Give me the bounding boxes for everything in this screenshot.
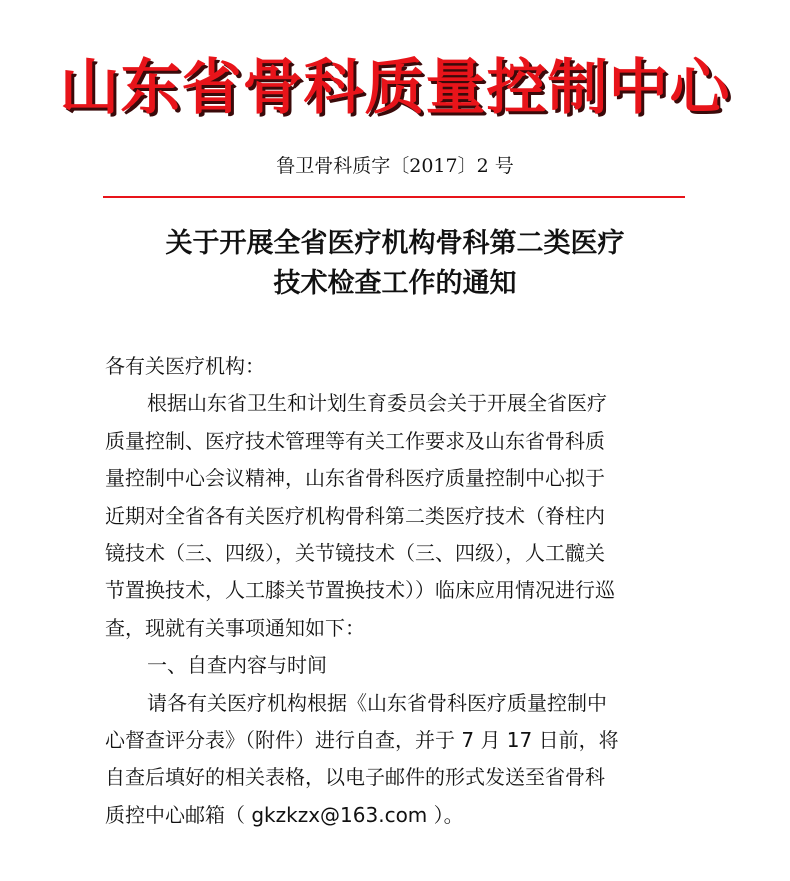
paragraph-1-line: 近期对全省各有关医疗机构骨科第二类医疗技术（脊柱内 (105, 503, 605, 528)
paragraph-1-line: 根据山东省卫生和计划生育委员会关于开展全省医疗 (147, 391, 607, 416)
document-number: 鲁卫骨科质字〔2017〕2 号 (276, 155, 514, 177)
title-line-2: 技术检查工作的通知 (273, 268, 517, 299)
paragraph-2-line: 自查后填好的相关表格，以电子邮件的形式发送至省骨科 (105, 765, 605, 790)
paragraph-2 (105, 685, 690, 835)
paragraph-2-line: 质控中心邮箱（ gkzkzx@163.com ）。 (105, 802, 464, 827)
paragraph-1-line: 节置换技术，人工膝关节置换技术））临床应用情况进行巡 (105, 578, 615, 603)
paragraph-2-line: 请各有关医疗机构根据《山东省骨科医疗质量控制中 (147, 690, 607, 715)
paragraph-2-line: 心督查评分表》（附件）进行自查，并于 7 月 17 日前，将 (105, 728, 619, 753)
paragraph-1-line: 量控制中心会议精神，山东省骨科医疗质量控制中心拟于 (105, 466, 605, 491)
notice-body (105, 348, 690, 834)
paragraph-1-line: 镜技术（三、四级），关节镜技术（三、四级），人工髋关 (105, 541, 605, 566)
notice-title (0, 224, 790, 304)
paragraph-1-line: 质量控制、医疗技术管理等有关工作要求及山东省骨科质 (105, 428, 605, 453)
title-line-1: 关于开展全省医疗机构骨科第二类医疗 (165, 228, 625, 259)
paragraph-1-line: 查，现就有关事项通知如下： (105, 615, 365, 640)
section-1-heading: 一、自查内容与时间 (147, 653, 327, 678)
salutation: 各有关医疗机构： (105, 354, 265, 378)
masthead-org-name: 山东省骨科质量控制中心 (59, 53, 731, 123)
red-divider (103, 196, 685, 198)
paragraph-1 (105, 385, 690, 647)
